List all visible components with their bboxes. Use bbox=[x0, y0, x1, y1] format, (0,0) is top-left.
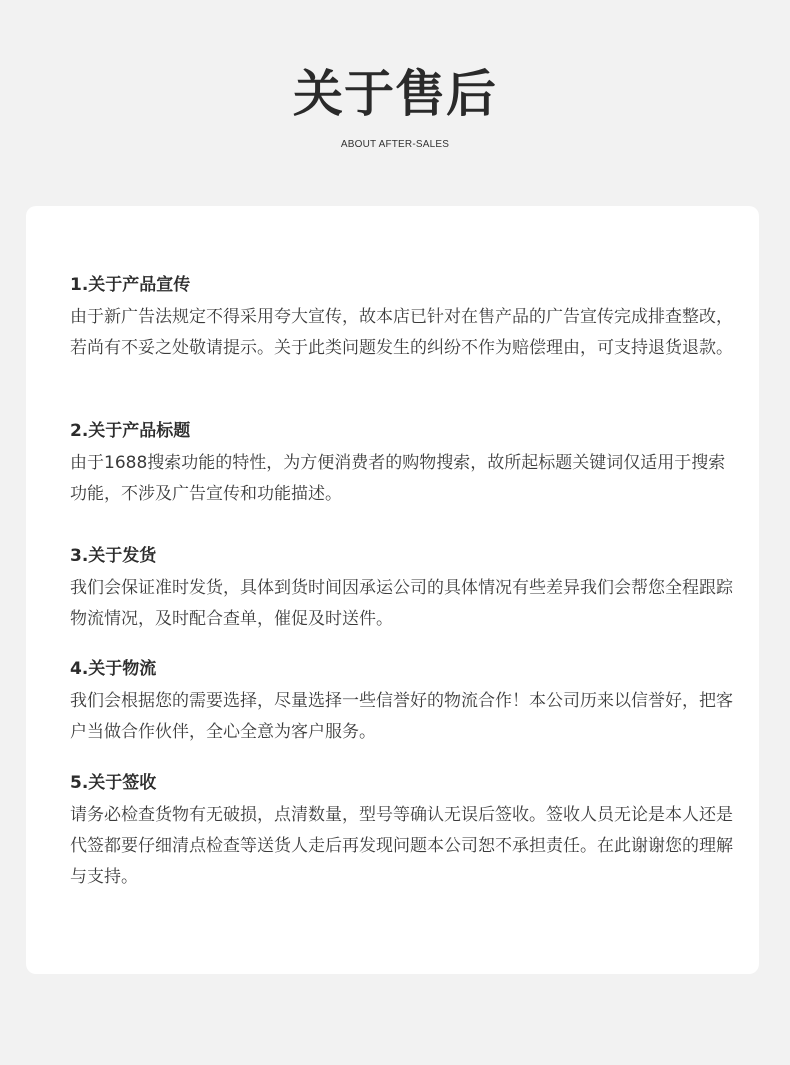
section-body: 请务必检查货物有无破损，点清数量，型号等确认无误后签收。签收人员无论是本人还是代签都要仔细清点检查等送货人走后再发现问题本公司恕不承担责任。在此谢谢您的理解与支持。 bbox=[70, 805, 733, 887]
section-shipping bbox=[70, 545, 736, 635]
page-subtitle: ABOUT AFTER-SALES bbox=[340, 139, 450, 150]
section-product-title bbox=[70, 420, 736, 510]
section-receipt bbox=[70, 772, 736, 893]
page-title: 关于售后 bbox=[293, 65, 497, 123]
section-logistics bbox=[70, 658, 736, 748]
section-title: 2.关于产品标题 bbox=[70, 421, 191, 441]
section-product-promotion bbox=[70, 274, 736, 364]
section-title: 5.关于签收 bbox=[70, 773, 157, 793]
section-title: 1.关于产品宣传 bbox=[70, 275, 191, 295]
section-body: 我们会保证准时发货，具体到货时间因承运公司的具体情况有些差异我们会帮您全程跟踪物流情况，及时配合查单，催促及时送件。 bbox=[70, 578, 733, 629]
section-body: 由于1688搜索功能的特性，为方便消费者的购物搜索，故所起标题关键词仅适用于搜索功能，不涉及广告宣传和功能描述。 bbox=[70, 453, 726, 504]
section-title: 4.关于物流 bbox=[70, 659, 157, 679]
section-body: 由于新广告法规定不得采用夸大宣传，故本店已针对在售产品的广告宣传完成排查整改，若尚有不妥之处敬请提示。关于此类问题发生的纠纷不作为赔偿理由，可支持退货退款。 bbox=[70, 307, 733, 358]
after-sales-card bbox=[26, 206, 759, 974]
section-body: 我们会根据您的需要选择，尽量选择一些信誉好的物流合作！本公司历来以信誉好，把客户当做合作伙伴，全心全意为客户服务。 bbox=[70, 691, 733, 742]
section-title: 3.关于发货 bbox=[70, 546, 157, 566]
